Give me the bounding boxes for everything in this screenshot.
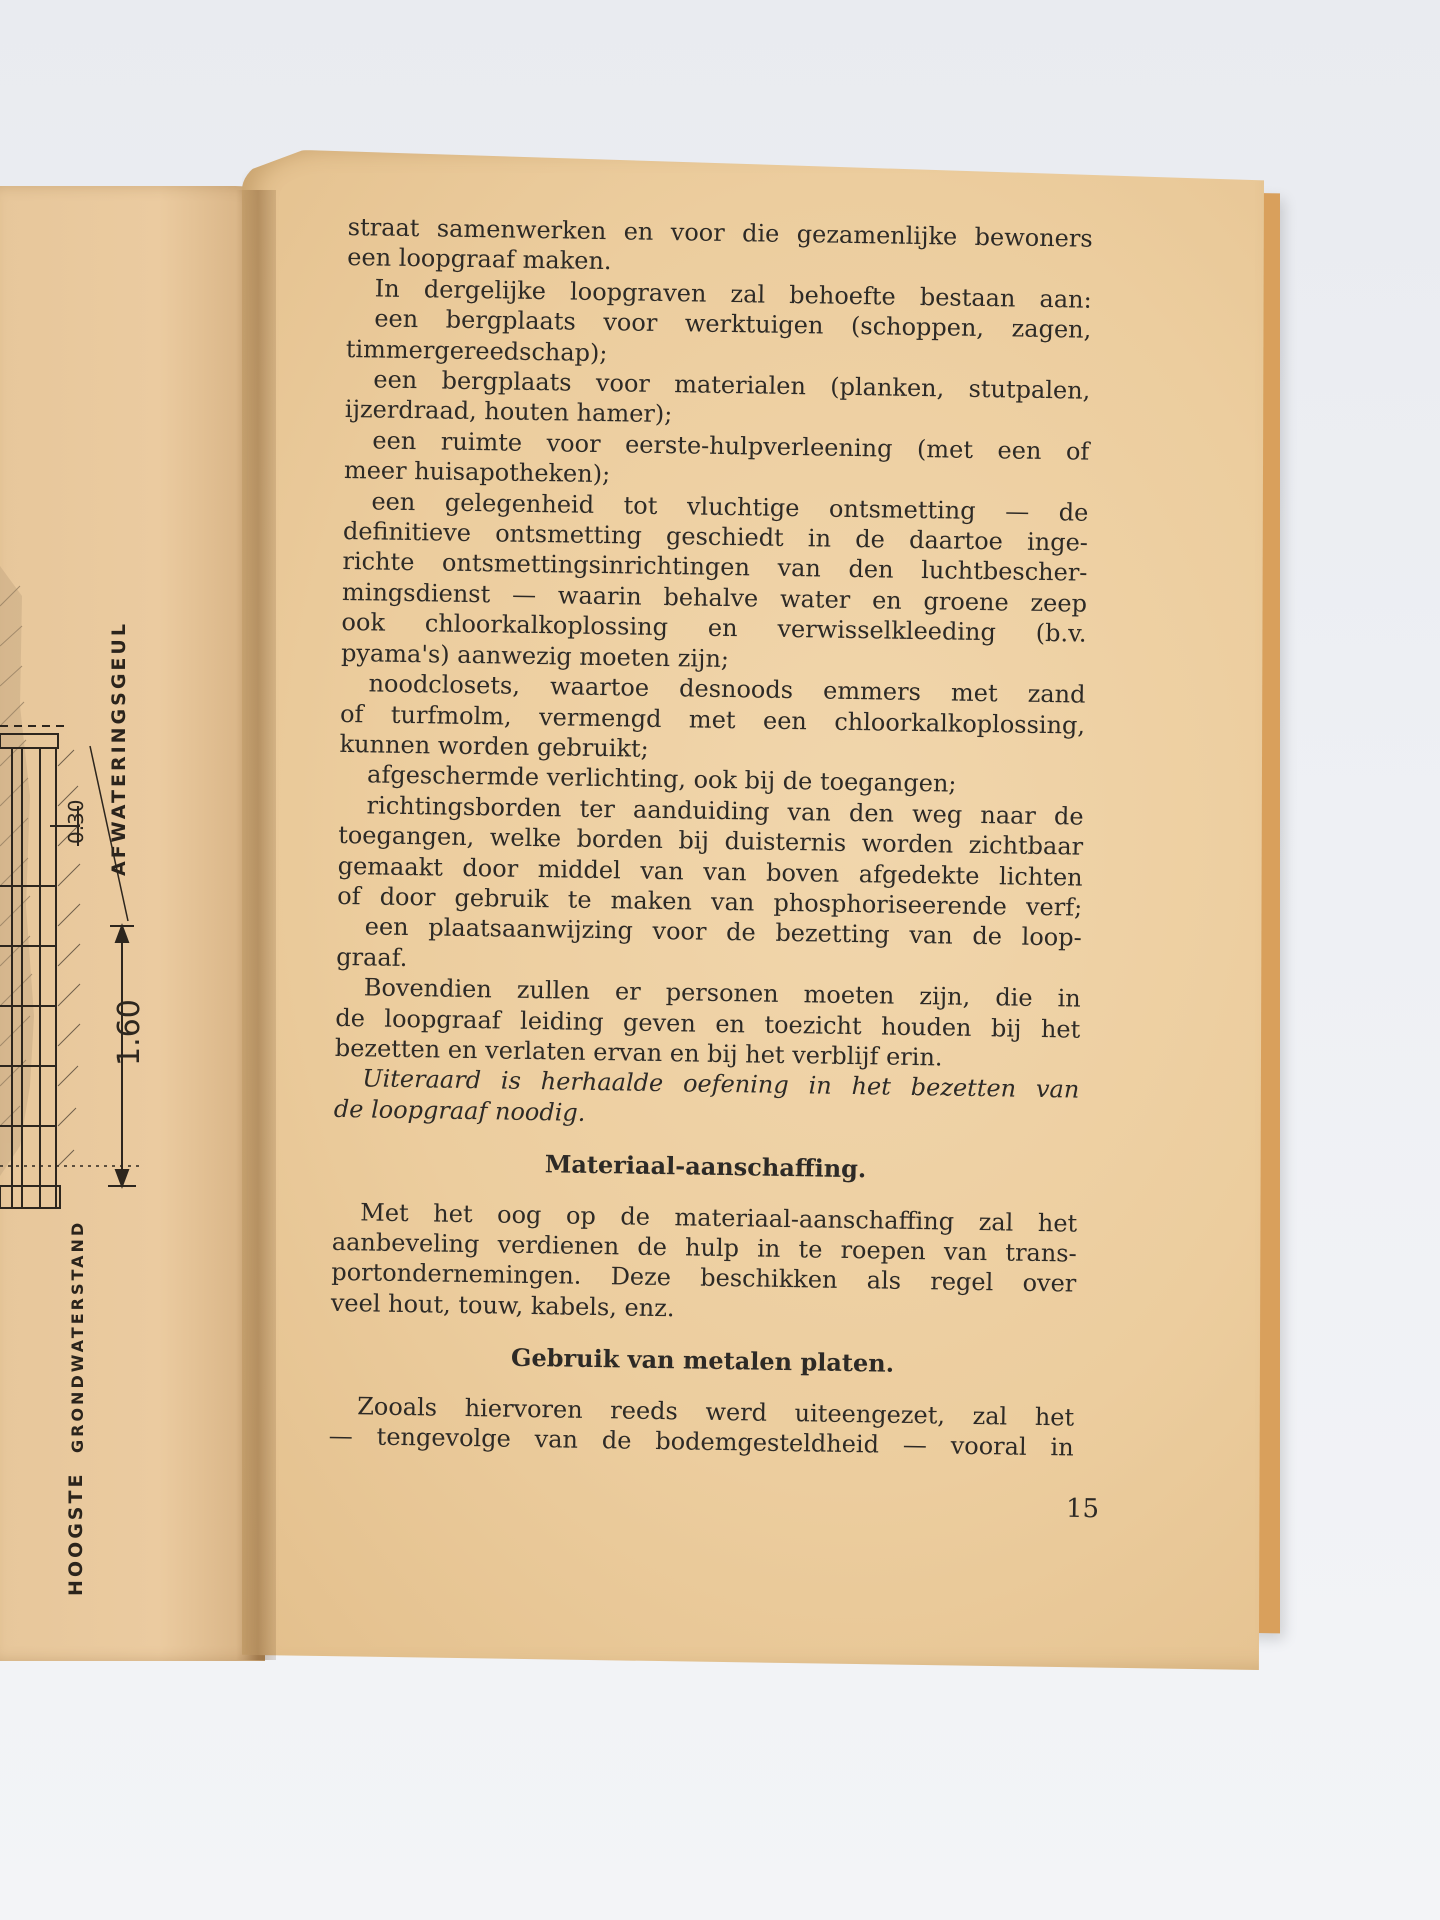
text-line: — tengevolge van de bodemgesteldheid — vooral in bbox=[328, 1421, 1074, 1462]
text-line: Bovendien zullen er personen moeten zijn, die in bbox=[363, 973, 1081, 1013]
label-grondwaterstand: GRONDWATERSTAND bbox=[68, 1219, 87, 1453]
text-line: meer huisapotheken); bbox=[343, 456, 611, 489]
left-page bbox=[0, 186, 265, 1661]
text-line: een bergplaats voor materialen (planken, stutpalen, bbox=[373, 365, 1091, 405]
text-line: richtingsborden ter aanduiding van den weg naar de bbox=[366, 791, 1084, 831]
text-line: definitieve ontsmetting geschiedt in de daartoe inge- bbox=[342, 517, 1089, 557]
text-line: gemaakt door middel van van boven afgedekte lichten bbox=[337, 851, 1083, 892]
text-line: Met het oog op de materiaal-aanschaffing zal het bbox=[360, 1197, 1078, 1238]
section-heading: Materiaal-aanschaffing. bbox=[544, 1149, 867, 1184]
page-body-text bbox=[329, 212, 1093, 1463]
text-line: pyama's) aanwezig moeten zijn; bbox=[340, 638, 730, 673]
text-line: een bergplaats voor werktuigen (schoppen, zagen, bbox=[374, 304, 1092, 344]
label-hoogste: HOOGSTE bbox=[65, 1471, 87, 1596]
text-line: of turfmolm, vermengd met een chloorkalkoplossing, bbox=[339, 699, 1086, 740]
text-line: Zooals hiervoren reeds werd uiteengezet, zal het bbox=[357, 1391, 1075, 1432]
text-line: een ruimte voor eerste-hulpverleening (met een of bbox=[372, 426, 1090, 466]
text-line: straat samenwerken en voor die gezamenlijke bewoners bbox=[347, 212, 1093, 253]
text-line: veel hout, touw, kabels, enz. bbox=[330, 1288, 675, 1323]
text-line: portondernemingen. Deze beschikken als regel over bbox=[331, 1258, 1077, 1298]
text-line: mingsdienst — waarin behalve water en groene zeep bbox=[341, 577, 1088, 618]
book-spine-shadow bbox=[236, 190, 276, 1660]
text-line: bezetten en verlaten ervan en bij het verblijf erin. bbox=[334, 1033, 943, 1072]
text-line: ijzerdraad, houten hamer); bbox=[344, 395, 673, 429]
text-line: noodclosets, waartoe desnoods emmers met zand bbox=[368, 669, 1086, 709]
text-line: een loopgraaf maken. bbox=[347, 243, 612, 276]
text-line: kunnen worden gebruikt; bbox=[339, 729, 649, 763]
trench-diagram bbox=[0, 186, 265, 1661]
text-line: een gelegenheid tot vluchtige ontsmetting — de bbox=[371, 487, 1089, 527]
text-line: In dergelijke loopgraven zal behoefte bestaan aan: bbox=[374, 274, 1092, 314]
soil-hatching bbox=[0, 566, 34, 1176]
text-line: graaf. bbox=[336, 942, 408, 972]
text-line: toegangen, welke borden bij duisternis worden zichtbaar bbox=[337, 821, 1084, 861]
section-heading: Gebruik van metalen platen. bbox=[510, 1342, 895, 1378]
text-line: een plaatsaanwijzing voor de bezetting van de loop- bbox=[364, 912, 1082, 952]
text-line: of door gebruik te maken van phosphoriseerende verf; bbox=[337, 881, 1083, 922]
dimension-main-label: 1.60 bbox=[112, 999, 147, 1066]
text-line: ook chloorkalkoplossing en verwisselkleeding (b.v. bbox=[341, 608, 1087, 648]
text-line: Uiteraard is herhaalde oefening in het bezetten van bbox=[362, 1064, 1080, 1104]
text-line: timmergereedschap); bbox=[345, 334, 608, 367]
dimension-top-label: 0.30 bbox=[64, 799, 88, 844]
text-line: de loopgraaf leiding geven en toezicht houden bij het bbox=[335, 1003, 1081, 1044]
label-afwateringsgeul: AFWATERINGSGEUL bbox=[108, 621, 130, 876]
text-line: aanbeveling verdienen de hulp in te roepen van trans- bbox=[331, 1227, 1077, 1268]
page-number: 15 bbox=[1065, 1493, 1100, 1525]
text-line: afgeschermde verlichting, ook bij de toegangen; bbox=[366, 760, 957, 798]
text-line: de loopgraaf noodig. bbox=[333, 1094, 586, 1127]
text-line: richte ontsmettingsinrichtingen van den luchtbescher- bbox=[342, 547, 1088, 588]
